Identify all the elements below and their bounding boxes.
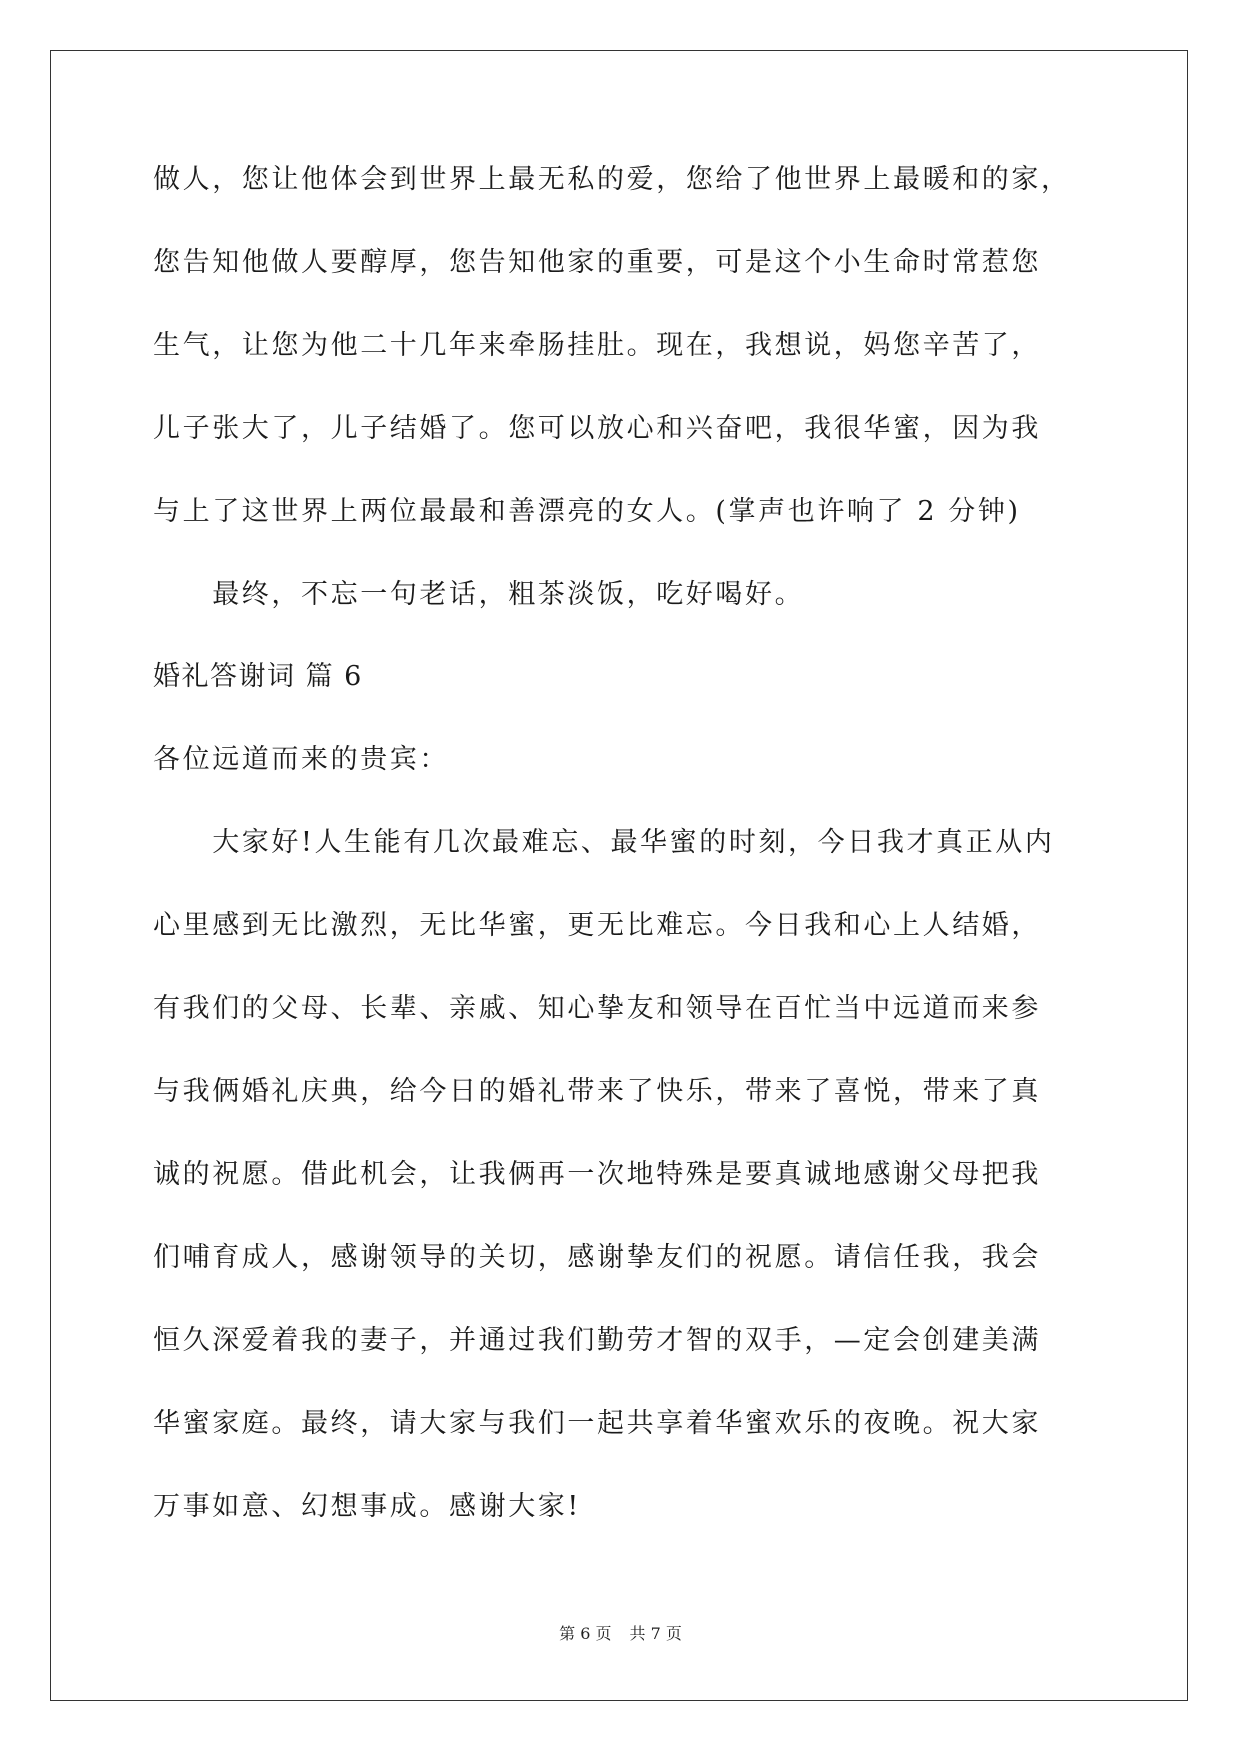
section-heading: 婚礼答谢词 篇 6 xyxy=(153,661,363,692)
salutation-line: 各位远道而来的贵宾： xyxy=(153,744,449,775)
page-footer xyxy=(0,1624,1241,1644)
paragraph-line: 儿子张大了，儿子结婚了。您可以放心和兴奋吧，我很华蜜，因为我 xyxy=(153,413,1041,444)
paragraph-line: 您告知他做人要醇厚，您告知他家的重要，可是这个小生命时常惹您 xyxy=(153,247,1041,278)
page-number: 第 6 页 xyxy=(559,1624,612,1643)
paragraph-line: 大家好!人生能有几次最难忘、最华蜜的时刻，今日我才真正从内 xyxy=(153,827,1055,858)
paragraph-line: 恒久深爱着我的妻子，并通过我们勤劳才智的双手，—定会创建美满 xyxy=(153,1325,1041,1356)
paragraph-line: 诚的祝愿。借此机会，让我俩再一次地特殊是要真诚地感谢父母把我 xyxy=(153,1159,1041,1190)
page-total: 共 7 页 xyxy=(629,1624,682,1643)
paragraph-line: 华蜜家庭。最终，请大家与我们一起共享着华蜜欢乐的夜晚。祝大家 xyxy=(153,1408,1041,1439)
paragraph-line: 与上了这世界上两位最最和善漂亮的女人。(掌声也许响了 2 分钟) xyxy=(153,496,1021,527)
paragraph-line: 心里感到无比激烈，无比华蜜，更无比难忘。今日我和心上人结婚， xyxy=(153,910,1041,941)
paragraph-line: 最终，不忘一句老话，粗茶淡饭，吃好喝好。 xyxy=(153,579,805,610)
paragraph-line: 与我俩婚礼庆典，给今日的婚礼带来了快乐，带来了喜悦，带来了真 xyxy=(153,1076,1041,1107)
page-border xyxy=(50,50,1188,1701)
paragraph-line: 做人，您让他体会到世界上最无私的爱，您给了他世界上最暖和的家， xyxy=(153,164,1071,195)
paragraph-line: 万事如意、幻想事成。感谢大家! xyxy=(153,1491,581,1522)
paragraph-line: 们哺育成人，感谢领导的关切，感谢挚友们的祝愿。请信任我，我会 xyxy=(153,1242,1041,1273)
paragraph-line: 有我们的父母、长辈、亲戚、知心挚友和领导在百忙当中远道而来参 xyxy=(153,993,1041,1024)
paragraph-line: 生气，让您为他二十几年来牵肠挂肚。现在，我想说，妈您辛苦了， xyxy=(153,330,1041,361)
